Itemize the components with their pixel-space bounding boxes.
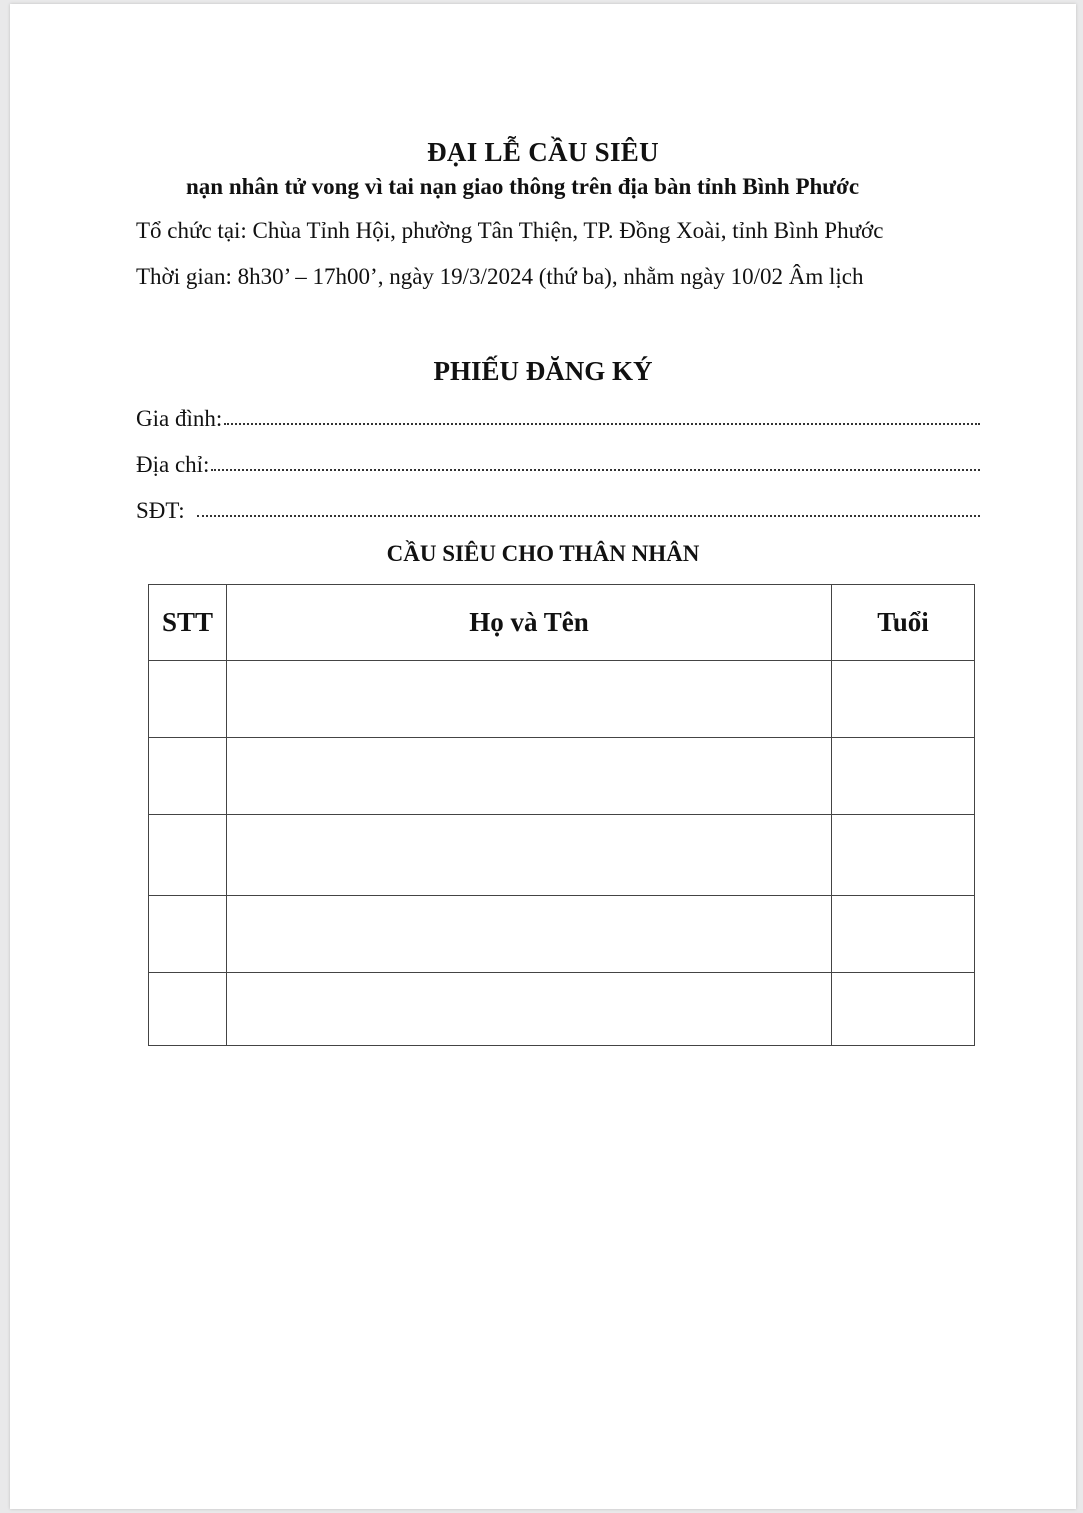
family-field[interactable] [136, 402, 980, 432]
relatives-table [148, 584, 975, 1046]
table-row [149, 896, 975, 973]
name-cell[interactable] [227, 738, 832, 815]
header-age: Tuổi [832, 585, 975, 661]
age-cell[interactable] [832, 896, 975, 973]
document-title: ĐẠI LỄ CẦU SIÊU [427, 137, 659, 167]
phone-fill-line[interactable] [197, 507, 980, 517]
age-cell[interactable] [832, 815, 975, 896]
header-stt: STT [149, 585, 227, 661]
family-fill-line[interactable] [224, 415, 980, 425]
section-title: CẦU SIÊU CHO THÂN NHÂN [386, 541, 700, 566]
stt-cell[interactable] [149, 738, 227, 815]
table-header-row [149, 585, 975, 661]
header-name: Họ và Tên [227, 585, 832, 661]
age-cell[interactable] [832, 661, 975, 738]
name-cell[interactable] [227, 973, 832, 1046]
address-field[interactable] [136, 448, 980, 478]
name-cell[interactable] [227, 661, 832, 738]
age-cell[interactable] [832, 738, 975, 815]
organized-at-line: Tổ chức tại: Chùa Tỉnh Hội, phường Tân Thiện, TP. Đồng Xoài, tỉnh Bình Phước [136, 218, 884, 243]
table-row [149, 661, 975, 738]
table-row [149, 738, 975, 815]
address-fill-line[interactable] [211, 461, 980, 471]
stt-cell[interactable] [149, 973, 227, 1046]
name-cell[interactable] [227, 815, 832, 896]
address-label: Địa chỉ: [136, 452, 210, 477]
table-row [149, 973, 975, 1046]
name-cell[interactable] [227, 896, 832, 973]
time-line: Thời gian: 8h30’ – 17h00’, ngày 19/3/2024 (thứ ba), nhằm ngày 10/02 Âm lịch [136, 264, 864, 289]
stt-cell[interactable] [149, 661, 227, 738]
stt-cell[interactable] [149, 896, 227, 973]
phone-label: SĐT: [136, 498, 185, 523]
family-label: Gia đình: [136, 406, 223, 431]
stt-cell[interactable] [149, 815, 227, 896]
age-cell[interactable] [832, 973, 975, 1046]
phone-field[interactable] [136, 494, 980, 524]
form-title: PHIẾU ĐĂNG KÝ [433, 356, 653, 386]
document-subtitle: nạn nhân tử vong vì tai nạn giao thông trên địa bàn tỉnh Bình Phước [186, 174, 860, 199]
document-page [10, 4, 1076, 1509]
table-row [149, 815, 975, 896]
